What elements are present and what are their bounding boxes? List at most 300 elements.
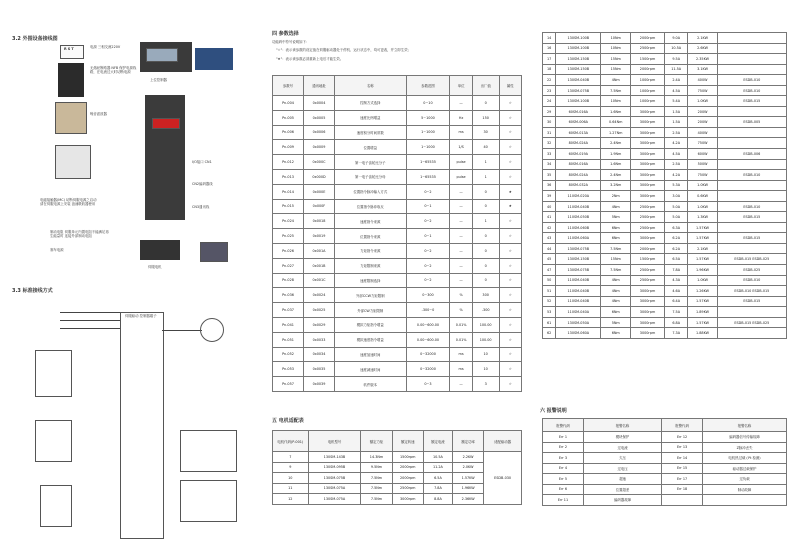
param-cell: ☆ [499, 140, 521, 155]
motor-cell: 3000rpm [631, 296, 665, 307]
param-cell: -300 [472, 303, 499, 318]
motor-cell: 4.2A [664, 138, 688, 149]
motor-cell: ESDB-010 [717, 170, 786, 181]
motor-cell: 5.3A [664, 180, 688, 191]
param-row [273, 229, 522, 244]
param-cell: — [450, 199, 472, 214]
param-header-cell: 属性 [499, 76, 521, 96]
motor-cell: 6.5A [423, 473, 452, 484]
motor-cell: 3000rpm [631, 328, 665, 339]
param-cell: 0x0005 [303, 110, 334, 125]
motor-cell: 8.8A [423, 494, 452, 505]
motor-cell: 2.5A [664, 159, 688, 170]
motor-cell: 4.5A [664, 85, 688, 96]
param-cell: 5~1000 [406, 110, 450, 125]
param-cell: 0x0024 [303, 288, 334, 303]
plc-image [195, 48, 233, 70]
motor-cell: 130SM-150B [556, 64, 601, 75]
laptop-image [200, 242, 228, 262]
motor-cell: 3000rpm [631, 149, 665, 160]
motor-cell: 41 [543, 212, 556, 223]
param-row [273, 214, 522, 229]
param-cell: ☆ [499, 332, 521, 347]
motor-cell: 42 [543, 222, 556, 233]
param-cell: Pn-015 [273, 199, 304, 214]
param-cell: 0~2 [406, 184, 450, 199]
param-cell: Pn-005 [273, 110, 304, 125]
motor-cell: 3000rpm [631, 138, 665, 149]
motor-row [543, 233, 787, 244]
motor-cell: 4.3A [664, 275, 688, 286]
motor-cell [717, 54, 786, 65]
motor-cell: 10 [273, 473, 309, 484]
motor-cell: 2000rpm [631, 64, 665, 75]
motor-cell: 2500rpm [392, 483, 423, 494]
alarm-row [543, 474, 787, 485]
motor-cell: 6Nm [601, 233, 631, 244]
param-cell: Pn-012 [273, 155, 304, 170]
motor-cell: 400W [688, 75, 717, 86]
motor-cell: 3.0A [664, 191, 688, 202]
motor-cell: 1.5A [664, 106, 688, 117]
param-cell: Pn-053 [273, 362, 304, 377]
alarm-cell: 欠压 [583, 453, 661, 464]
motor-header-cell: 额定力矩 [361, 431, 392, 452]
param-cell: 模拟速度指令增益 [334, 332, 406, 347]
param-cell: — [450, 243, 472, 258]
motor-cell: 60SM-016A [556, 106, 601, 117]
motor-cell: 47 [543, 265, 556, 276]
param-cell: 速度指令来源 [334, 214, 406, 229]
param-cell: Pn-052 [273, 347, 304, 362]
motor-cell: ESDB-010 [717, 275, 786, 286]
motor-table-title: 五 电机适配表 [272, 418, 304, 424]
motor-cell: ESDB-010 [717, 85, 786, 96]
motor-cell: 3000rpm [392, 494, 423, 505]
param-table-body [273, 96, 522, 392]
motor-row [543, 85, 787, 96]
motor-cell: 1.0KW [688, 180, 717, 191]
param-cell: 0x0006 [303, 125, 334, 140]
param-cell: 10 [472, 347, 499, 362]
motor-row [543, 275, 787, 286]
alarm-cell: 过电压 [583, 463, 661, 474]
param-cell: 速度积分时间常数 [334, 125, 406, 140]
param-cell: 1~65535 [406, 155, 450, 170]
motor-cell: 10.5A [664, 43, 688, 54]
param-header-cell: 单位 [450, 76, 472, 96]
motor-cell: 30 [543, 117, 556, 128]
motor-row [543, 54, 787, 65]
motor-cell: 61 [543, 317, 556, 328]
motor-cell: 7.5Nm [601, 243, 631, 254]
noise-filter-image [55, 102, 87, 134]
param-cell: ☆ [499, 258, 521, 273]
motor-cell: ESDB-010 ESDB-015 [717, 286, 786, 297]
motor-cell: ESDB-015 [717, 233, 786, 244]
motor-cell: 130SM-075A [308, 483, 361, 494]
motor-cell [717, 106, 786, 117]
param-cell: 0x001A [303, 243, 334, 258]
param-cell: 外部CW力矩限制 [334, 303, 406, 318]
controller-label: 上位控制器 [150, 78, 167, 82]
alarm-cell: 模块保护 [583, 432, 661, 443]
param-cell: 速度比例增益 [334, 110, 406, 125]
motor-header-cell: 电机代码(P-001) [273, 431, 309, 452]
motor-cell: 1.88KW [688, 328, 717, 339]
alarm-cell: Err 2 [543, 442, 584, 453]
param-cell: 0 [472, 199, 499, 214]
motor-cell: 130SM-060A [556, 328, 601, 339]
motor-cell: 0.6KW [688, 191, 717, 202]
motor-cell: 130SM-075B [556, 243, 601, 254]
param-row [273, 347, 522, 362]
param-cell: ☆ [499, 125, 521, 140]
drive-display [152, 118, 180, 129]
alarm-header-cell: 报警名称 [703, 419, 787, 432]
motor-table-continued [542, 32, 787, 339]
param-header-cell: 参数范围 [406, 76, 450, 96]
motor-cell: 2.0KW [452, 462, 483, 473]
motor-cell: 31 [543, 127, 556, 138]
param-row [273, 288, 522, 303]
motor-cell: 40 [543, 201, 556, 212]
param-cell: 外部CCW力矩限制 [334, 288, 406, 303]
motor-cell [717, 64, 786, 75]
param-cell: ms [450, 362, 472, 377]
motor-cell: 130SM-100B [556, 96, 601, 107]
motor-cell: 1.6Nm [601, 159, 631, 170]
motor-cell: 1500rpm [631, 254, 665, 265]
param-cell: Pn-051 [273, 332, 304, 347]
param-row [273, 140, 522, 155]
param-row [273, 377, 522, 392]
motor-cell: 10.5A [423, 452, 452, 463]
motor-cell: 1.5A [664, 117, 688, 128]
motor-cell: 1.57KW [452, 473, 483, 484]
alarm-table-body [543, 432, 787, 506]
motor-driver-cell: ESDB-030 [484, 452, 522, 505]
io-cable-label: I/O接口 CN1 [192, 160, 212, 164]
motor-cell [717, 222, 786, 233]
param-cell: 0x0034 [303, 347, 334, 362]
param-cell: Pn-028 [273, 273, 304, 288]
motor-cell [717, 138, 786, 149]
motor-cell: 400W [688, 127, 717, 138]
param-cell: 0~1 [406, 199, 450, 214]
motor-cell [717, 191, 786, 202]
motor-cell: 60SM-013A [556, 127, 601, 138]
param-cell: 0x0004 [303, 96, 334, 111]
motor-cell: 23 [543, 85, 556, 96]
motor-cell: 2000rpm [631, 33, 665, 44]
motor-cell: 16 [543, 43, 556, 54]
param-row [273, 273, 522, 288]
motor-cell: 130SM-075B [556, 85, 601, 96]
motor-cell: 6Nm [601, 307, 631, 318]
param-cell: 速度限制选择 [334, 273, 406, 288]
alarm-cell: Err 17 [662, 474, 703, 485]
motor-cell: 2000rpm [392, 473, 423, 484]
param-cell: Pn-026 [273, 243, 304, 258]
motor-header-cell: 额定电流 [423, 431, 452, 452]
param-cell: Pn-004 [273, 96, 304, 111]
breaker-image [58, 63, 84, 97]
param-row [273, 155, 522, 170]
motor-header-cell: 适配驱动器 [484, 431, 522, 452]
motor-cell: 1.9Nm [601, 149, 631, 160]
motor-row [543, 159, 787, 170]
param-cell: Pn-025 [273, 229, 304, 244]
motor-cell: 750W [688, 170, 717, 181]
motor-cell: 6.2A [664, 233, 688, 244]
motor-cell: 1.96KW [452, 483, 483, 494]
param-cell: ☆ [499, 243, 521, 258]
motor-cell: 5Nm [601, 317, 631, 328]
motor-row [543, 64, 787, 75]
servo-drive-image [145, 95, 185, 220]
motor-cell: 6.8A [664, 317, 688, 328]
param-desc: 功能码中符号说明如下： [272, 40, 310, 44]
motor-cell [717, 243, 786, 254]
motor-cell: 2.36KW [452, 494, 483, 505]
motor-cell: 130SM-150B [556, 54, 601, 65]
param-cell: -300~0 [406, 303, 450, 318]
motor-row [543, 180, 787, 191]
alarm-cell: 位置超差 [583, 484, 661, 495]
motor-cell: 130SM-143B [308, 452, 361, 463]
alarm-row [543, 484, 787, 495]
motor-header-cell: 额定功率 [452, 431, 483, 452]
motor-cell: 17 [543, 54, 556, 65]
motor-image [140, 240, 180, 260]
alarm-cell: 电机热过载 (I²t 检测) [703, 453, 787, 464]
motor-cell: 6.5A [664, 254, 688, 265]
motor-cell: 7.5Nm [601, 85, 631, 96]
motor-cell: 18 [543, 64, 556, 75]
param-cell: ★ [499, 199, 521, 214]
motor-cell: 4.2A [664, 170, 688, 181]
motor-cell: 3000rpm [631, 286, 665, 297]
param-cell: Pn-006 [273, 125, 304, 140]
power-label: 电源 三相交流220V [90, 45, 121, 49]
param-cell: 位置指令来源 [334, 229, 406, 244]
motor-cell: 3000rpm [631, 170, 665, 181]
motor-cell: 750W [688, 138, 717, 149]
param-row [273, 184, 522, 199]
motor-cell: 6.3A [664, 222, 688, 233]
motor-cell: 2.4A [664, 75, 688, 86]
alarm-row [543, 432, 787, 443]
wiring-header: 伺服驱动 控制器端子 [125, 314, 157, 318]
param-cell: 0x0029 [303, 317, 334, 332]
motor-cell: 39 [543, 191, 556, 202]
param-cell: 0~2 [406, 258, 450, 273]
param-cell: 0.01% [450, 332, 472, 347]
motor-row [543, 149, 787, 160]
motor-cell: 2.1KW [688, 243, 717, 254]
param-cell: 1~1000 [406, 140, 450, 155]
alarm-cell: Err 1 [543, 432, 584, 443]
motor-cell: 14 [543, 33, 556, 44]
motor-row [543, 265, 787, 276]
motor-cell: 3000rpm [631, 180, 665, 191]
wiring-drive-block [120, 312, 164, 539]
param-cell: 0x0025 [303, 303, 334, 318]
param-cell: Pn-024 [273, 214, 304, 229]
motor-cell: 1.3KW [688, 212, 717, 223]
motor-cell: 4.5A [664, 149, 688, 160]
param-cell: 0 [472, 184, 499, 199]
motor-cell: 3000rpm [631, 307, 665, 318]
param-header-cell: 出厂值 [472, 76, 499, 96]
param-cell: pulse [450, 155, 472, 170]
motor-cell: 5.0A [664, 212, 688, 223]
param-cell: 0 [472, 229, 499, 244]
motor-row [543, 286, 787, 297]
breaker-label: 无熔丝断路器 NFB 保护电源线路，在电流过大时切断电源 [90, 66, 137, 74]
param-cell: — [450, 273, 472, 288]
motor-cell: 1.89KW [688, 307, 717, 318]
motor-cell: 130SM-050A [556, 317, 601, 328]
motor-cell: 11 [273, 483, 309, 494]
motor-cell: 1.57KW [688, 296, 717, 307]
motor-cell: 22 [543, 75, 556, 86]
param-cell: 0x0035 [303, 362, 334, 377]
alarm-cell: Err 4 [543, 463, 584, 474]
motor-cell: 1.0KW [688, 275, 717, 286]
motor-row [543, 307, 787, 318]
alarm-cell: Err 14 [662, 453, 703, 464]
motor-cell: 130SM-100B [556, 33, 601, 44]
wire-1 [60, 312, 120, 313]
motor-cell: ESDB-015 ESDB-025 [717, 317, 786, 328]
alarm-cell: 超速 [583, 474, 661, 485]
motor-cell: 7.8A [423, 483, 452, 494]
alarm-header-cell: 报警代码 [662, 419, 703, 432]
motor-cell: 130SM-075B [308, 473, 361, 484]
motor-cell: 14.3Nm [361, 452, 392, 463]
alarm-row [543, 453, 787, 464]
motor-cell [717, 328, 786, 339]
motor-cell: 2500rpm [631, 265, 665, 276]
motor-cell: 3000rpm [631, 191, 665, 202]
param-cell: 0~3 [406, 377, 450, 392]
motor-cell: 80SM-016A [556, 159, 601, 170]
param-cell: 模拟力矩指令增益 [334, 317, 406, 332]
motor-cell: 5.0A [664, 201, 688, 212]
param-cell: 0~2 [406, 214, 450, 229]
param-cell: 0 [472, 273, 499, 288]
motor-header-row [273, 431, 522, 452]
param-cell: 1/S [450, 140, 472, 155]
alarm-cell: Err 13 [662, 442, 703, 453]
motor-cell: 11.2A [423, 462, 452, 473]
motor-cell: ESDB-015 [717, 212, 786, 223]
motor-cell: 110SM-040A [556, 307, 601, 318]
motor-cell: 50 [543, 275, 556, 286]
motor-cell: 1.57KW [688, 233, 717, 244]
param-cell: ☆ [499, 377, 521, 392]
motor-row [543, 106, 787, 117]
motor-row [543, 222, 787, 233]
param-row [273, 199, 522, 214]
motor-cell: 1500rpm [392, 452, 423, 463]
param-cell: 0~300 [406, 288, 450, 303]
motor-cell: 750W [688, 85, 717, 96]
motor-row [543, 96, 787, 107]
motor-cell: 7.5Nm [601, 265, 631, 276]
motor-cell: 1.0KW [688, 96, 717, 107]
param-cell: 0 [472, 258, 499, 273]
alarm-table [542, 418, 787, 506]
param-cell: ☆ [499, 214, 521, 229]
motor-cell: 130SM-095B [308, 462, 361, 473]
param-cell: ms [450, 125, 472, 140]
motor-cell: 7.5A [664, 307, 688, 318]
motor-cell: 2500rpm [631, 222, 665, 233]
param-cell: Pn-037 [273, 303, 304, 318]
output-signal-box [40, 485, 72, 527]
motor-cell: ESDB-015 [717, 96, 786, 107]
motor-cell: 3000rpm [631, 159, 665, 170]
param-cell: 0x0018 [303, 214, 334, 229]
param-cell: 0x0009 [303, 140, 334, 155]
motor-table-continued-body [543, 33, 787, 339]
param-cell: 1 [472, 214, 499, 229]
motor-cell: 2.5A [664, 127, 688, 138]
motor-cell: ESDB-015 ESDB-025 [717, 254, 786, 265]
param-cell: Pn-057 [273, 377, 304, 392]
motor-cell: 2500rpm [631, 43, 665, 54]
motor-cell: 130SM-075B [556, 265, 601, 276]
motor-cell: 3000rpm [631, 317, 665, 328]
alarm-header-cell: 报警名称 [583, 419, 661, 432]
param-row [273, 317, 522, 332]
motor-cell: 2500rpm [631, 201, 665, 212]
param-cell: 速度加速时间 [334, 347, 406, 362]
motor-cell: 43 [543, 233, 556, 244]
param-cell: 0x0019 [303, 229, 334, 244]
param-cell: Pn-027 [273, 258, 304, 273]
param-header-cell: 参数号 [273, 76, 304, 96]
motor-cell: 1.26KW [688, 286, 717, 297]
motor-cell: 3000rpm [631, 117, 665, 128]
input-signal-box [35, 350, 72, 397]
param-cell: Hz [450, 110, 472, 125]
motor-row [543, 317, 787, 328]
motor-cell: 2.4Nm [601, 170, 631, 181]
motor-cell: 7.5Nm [361, 473, 392, 484]
alarm-row [543, 463, 787, 474]
param-cell: 0x000D [303, 169, 334, 184]
controller-screen [146, 48, 178, 62]
motor-cell: 60SM-006A [556, 117, 601, 128]
param-cell: ☆ [499, 273, 521, 288]
param-cell: Pn-014 [273, 184, 304, 199]
param-cell: % [450, 288, 472, 303]
motor-cell: 1.57KW [688, 222, 717, 233]
motor-row [543, 43, 787, 54]
param-cell: — [450, 96, 472, 111]
motor-cell: 2500rpm [631, 275, 665, 286]
motor-cell: 80SM-024A [556, 170, 601, 181]
wire-2 [60, 320, 120, 321]
motor-table-body [273, 452, 522, 505]
wire-4 [162, 330, 202, 331]
motor-cell: 6.2A [664, 243, 688, 254]
alarm-header-cell: 报警代码 [543, 419, 584, 432]
